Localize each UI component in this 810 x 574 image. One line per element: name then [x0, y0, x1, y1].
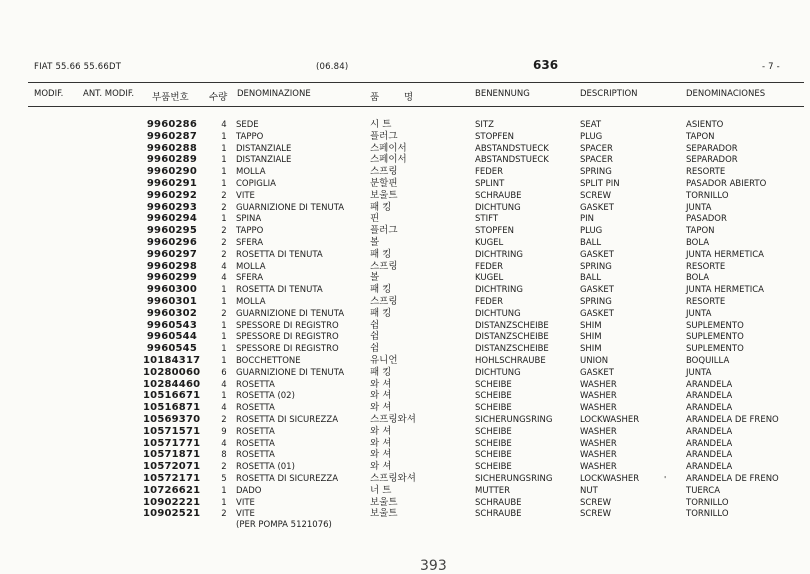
- quantity: 5: [221, 474, 227, 484]
- name-english: WASHER: [580, 450, 617, 461]
- name-korean: 핀: [370, 213, 380, 225]
- name-spanish: RESORTE: [686, 167, 726, 178]
- name-german: DICHTUNG: [475, 308, 521, 319]
- part-number: 10569370: [143, 414, 201, 425]
- name-korean: 와 셔: [370, 425, 392, 437]
- table-row: [0, 367, 810, 379]
- table-row: [0, 225, 810, 237]
- name-italian: DISTANZIALE: [236, 155, 292, 166]
- table-row: [0, 249, 810, 261]
- quantity: 2: [221, 415, 227, 425]
- table-row: [0, 296, 810, 308]
- model-title: FIAT 55.66 55.66DT: [34, 62, 122, 72]
- name-english: SHIM: [580, 332, 602, 343]
- table-row: [0, 343, 810, 355]
- name-italian: SPESSORE DI REGISTRO: [236, 344, 339, 355]
- name-english: SEAT: [580, 120, 602, 130]
- name-spanish: BOQUILLA: [686, 356, 730, 366]
- name-korean: 와 셔: [370, 461, 392, 473]
- name-korean: 와 셔: [370, 402, 392, 414]
- col-english: DESCRIPTION: [580, 89, 638, 99]
- name-italian: ROSETTA: [236, 379, 275, 390]
- quantity: 4: [221, 261, 227, 272]
- name-korean: 스페이서: [370, 154, 407, 166]
- margin-tick-mark: ': [664, 475, 667, 484]
- name-english: WASHER: [580, 462, 617, 473]
- quantity: 1: [221, 332, 227, 343]
- name-spanish: ARANDELA DE FRENO: [686, 415, 779, 425]
- name-german: SICHERUNGSRING: [475, 474, 553, 484]
- name-italian: DADO: [236, 485, 262, 496]
- quantity: 1: [221, 344, 227, 355]
- quantity: 2: [221, 308, 227, 319]
- edition-date: (06.84): [316, 62, 349, 72]
- part-number: 9960294: [146, 213, 197, 225]
- name-german: SCHRAUBE: [475, 509, 522, 520]
- table-row: [0, 284, 810, 296]
- name-german: SCHRAUBE: [475, 497, 522, 508]
- quantity: 2: [221, 462, 227, 473]
- part-number: 10280060: [143, 366, 201, 378]
- name-italian: SPINA: [236, 214, 262, 225]
- name-korean: 패 킹: [370, 307, 392, 319]
- name-english: BALL: [580, 238, 602, 248]
- name-italian: MOLLA: [236, 261, 266, 272]
- name-spanish: PASADOR ABIERTO: [686, 179, 767, 189]
- name-german: KUGEL: [475, 273, 504, 284]
- name-korean: 플러그: [370, 225, 398, 237]
- name-english: BALL: [580, 273, 602, 284]
- name-english: SPRING: [580, 297, 612, 307]
- name-german: SCHRAUBE: [475, 190, 522, 201]
- name-german: FEDER: [475, 167, 504, 178]
- quantity: 1: [221, 297, 227, 307]
- table-row: [0, 154, 810, 166]
- name-english: NUT: [580, 485, 598, 496]
- name-english: LOCKWASHER: [580, 415, 640, 425]
- name-spanish: ARANDELA: [686, 403, 733, 414]
- name-spanish: TAPON: [686, 131, 715, 142]
- table-row: [0, 485, 810, 497]
- name-italian: VITE: [236, 190, 255, 201]
- name-korean: 시 트: [370, 119, 392, 130]
- col-italian: DENOMINAZIONE: [237, 89, 311, 99]
- name-korean: 쉼: [370, 343, 380, 355]
- name-german: SCHEIBE: [475, 462, 512, 473]
- name-german: DISTANZSCHEIBE: [475, 320, 549, 331]
- name-german: SCHEIBE: [475, 403, 512, 414]
- name-italian: TAPPO: [236, 226, 264, 237]
- quantity: 4: [221, 273, 227, 284]
- table-row: [0, 320, 810, 332]
- name-english: SHIM: [580, 320, 602, 331]
- quantity: 4: [221, 120, 227, 130]
- name-korean: 와 셔: [370, 378, 392, 390]
- name-italian: DISTANZIALE: [236, 143, 292, 154]
- part-number: 10571871: [143, 449, 201, 461]
- name-italian: ROSETTA (02): [236, 391, 295, 402]
- name-german: ABSTANDSTUECK: [475, 143, 549, 154]
- name-italian: VITE: [236, 497, 255, 508]
- name-english: WASHER: [580, 438, 617, 449]
- part-number: 10571771: [143, 437, 201, 449]
- part-number: 9960298: [146, 260, 197, 272]
- col-quantity: 수량: [209, 92, 228, 103]
- name-english: UNION: [580, 356, 609, 366]
- name-italian: ROSETTA: [236, 403, 275, 414]
- name-italian: ROSETTA: [236, 438, 275, 449]
- name-spanish: BOLA: [686, 238, 710, 248]
- name-korean: 스프링와셔: [370, 473, 416, 484]
- part-number: 9960301: [146, 296, 197, 307]
- page-number: 636: [533, 58, 559, 72]
- table-row: [0, 414, 810, 426]
- name-spanish: SUPLEMENTO: [686, 320, 744, 331]
- name-spanish: SEPARADOR: [686, 155, 738, 166]
- table-row: [0, 449, 810, 461]
- name-english: SPACER: [580, 155, 613, 166]
- table-row: [0, 508, 810, 520]
- part-number: 9960544: [146, 331, 197, 343]
- part-number: 9960545: [146, 343, 197, 355]
- part-number: 9960286: [146, 119, 197, 130]
- name-english: GASKET: [580, 285, 614, 296]
- name-italian: VITE: [236, 509, 255, 520]
- table-row: [0, 131, 810, 143]
- name-korean: 보울트: [370, 508, 398, 520]
- name-spanish: JUNTA: [686, 367, 712, 378]
- name-english: PLUG: [580, 226, 603, 237]
- part-number: 10726621: [143, 484, 201, 496]
- name-spanish: ARANDELA: [686, 462, 733, 473]
- name-korean: 너 트: [370, 484, 392, 496]
- name-english: SPLIT PIN: [580, 179, 620, 189]
- name-english: SCREW: [580, 190, 612, 201]
- table-row: [0, 213, 810, 225]
- table-row: [0, 178, 810, 190]
- quantity: 4: [221, 403, 227, 414]
- quantity: 2: [221, 249, 227, 260]
- part-number: 9960302: [146, 307, 197, 319]
- name-italian: GUARNIZIONE DI TENUTA: [236, 308, 345, 319]
- name-korean: 와 셔: [370, 449, 392, 461]
- name-spanish: SUPLEMENTO: [686, 344, 744, 355]
- name-german: SICHERUNGSRING: [475, 415, 553, 425]
- part-number: 9960289: [146, 154, 197, 166]
- name-korean: 분할핀: [370, 178, 398, 189]
- name-italian: ROSETTA: [236, 450, 275, 461]
- name-italian: SPESSORE DI REGISTRO: [236, 320, 339, 331]
- quantity: 1: [221, 131, 227, 142]
- name-german: ABSTANDSTUECK: [475, 155, 549, 166]
- table-row: [0, 166, 810, 178]
- part-number: 9960300: [146, 284, 197, 296]
- name-spanish: RESORTE: [686, 297, 726, 307]
- name-korean: 쉼: [370, 331, 380, 343]
- name-italian: ROSETTA (01): [236, 462, 295, 473]
- name-italian: ROSETTA: [236, 426, 275, 437]
- part-number: 9960292: [146, 189, 197, 201]
- quantity: 1: [221, 167, 227, 178]
- name-korean: 플러그: [370, 130, 398, 142]
- name-spanish: ARANDELA DE FRENO: [686, 474, 779, 484]
- table-row: [0, 402, 810, 414]
- table-row: [0, 119, 810, 131]
- name-korean: 패 킹: [370, 366, 392, 378]
- name-german: SCHEIBE: [475, 379, 512, 390]
- name-spanish: ARANDELA: [686, 438, 733, 449]
- name-italian: ROSETTA DI TENUTA: [236, 285, 323, 296]
- name-english: SPACER: [580, 143, 613, 154]
- part-number: 10516671: [143, 390, 201, 402]
- column-headers: [0, 89, 810, 101]
- part-number: 10572071: [143, 461, 201, 473]
- name-english: GASKET: [580, 249, 614, 260]
- name-english: LOCKWASHER: [580, 474, 640, 484]
- name-korean: 스프링: [370, 166, 398, 178]
- part-number: 9960287: [146, 130, 197, 142]
- quantity: 8: [221, 450, 227, 461]
- name-german: DICHTUNG: [475, 367, 521, 378]
- table-row: [0, 272, 810, 284]
- quantity: 1: [221, 485, 227, 496]
- name-german: DICHTRING: [475, 249, 523, 260]
- part-number: 10902521: [143, 508, 201, 520]
- name-korean: 패 킹: [370, 248, 392, 260]
- name-german: DICHTUNG: [475, 202, 521, 213]
- name-korean: 패 킹: [370, 284, 392, 296]
- name-italian: GUARNIZIONE DI TENUTA: [236, 202, 345, 213]
- part-number: 10902221: [143, 496, 201, 508]
- name-korean: 쉼: [370, 319, 380, 331]
- part-number: 9960543: [146, 319, 197, 331]
- name-korean: 스프링: [370, 296, 398, 307]
- name-italian: ROSETTA DI SICUREZZA: [236, 474, 339, 484]
- name-german: FEDER: [475, 297, 504, 307]
- table-row: [0, 497, 810, 509]
- quantity: 2: [221, 190, 227, 201]
- name-spanish: TUERCA: [686, 485, 721, 496]
- name-spanish: SEPARADOR: [686, 143, 738, 154]
- name-german: SPLINT: [475, 179, 505, 189]
- name-english: SPRING: [580, 261, 612, 272]
- name-english: WASHER: [580, 403, 617, 414]
- quantity: 2: [221, 226, 227, 237]
- name-german: SCHEIBE: [475, 426, 512, 437]
- col-spanish: DENOMINACIONES: [686, 89, 766, 99]
- quantity: 1: [221, 285, 227, 296]
- name-italian: ROSETTA DI TENUTA: [236, 249, 323, 260]
- table-row: [0, 426, 810, 438]
- table-row: [0, 143, 810, 155]
- table-row: [0, 461, 810, 473]
- name-german: SCHEIBE: [475, 438, 512, 449]
- quantity: 1: [221, 155, 227, 166]
- name-korean: 와 셔: [370, 437, 392, 449]
- table-row: [0, 331, 810, 343]
- col-modif: MODIF.: [34, 89, 64, 99]
- col-ant-modif: ANT. MODIF.: [83, 89, 135, 99]
- table-row: [0, 355, 810, 367]
- name-korean: 볼: [370, 272, 380, 284]
- name-spanish: TAPON: [686, 226, 715, 237]
- quantity: 2: [221, 238, 227, 248]
- name-german: FEDER: [475, 261, 504, 272]
- part-number: 10571571: [143, 425, 201, 437]
- quantity: 4: [221, 379, 227, 390]
- name-korean: 스프링: [370, 260, 398, 272]
- name-italian: SEDE: [236, 120, 259, 130]
- quantity: 1: [221, 179, 227, 189]
- table-row: [0, 202, 810, 214]
- part-number: 9960296: [146, 237, 197, 248]
- name-german: DISTANZSCHEIBE: [475, 344, 549, 355]
- part-number: 10572171: [143, 473, 201, 484]
- name-german: SCHEIBE: [475, 450, 512, 461]
- part-number: 9960288: [146, 142, 197, 154]
- name-spanish: JUNTA: [686, 308, 712, 319]
- col-korean-1: 품: [370, 92, 380, 103]
- table-row: [0, 390, 810, 402]
- name-english: GASKET: [580, 202, 614, 213]
- name-english: GASKET: [580, 367, 614, 378]
- pump-note: (PER POMPA 5121076): [236, 520, 332, 530]
- name-spanish: JUNTA: [686, 202, 712, 213]
- table-row: [0, 473, 810, 485]
- name-spanish: TORNILLO: [686, 190, 729, 201]
- header-top-rule: [28, 82, 804, 83]
- name-korean: 볼: [370, 237, 380, 248]
- name-italian: SPESSORE DI REGISTRO: [236, 332, 339, 343]
- name-english: WASHER: [580, 379, 617, 390]
- name-italian: ROSETTA DI SICUREZZA: [236, 415, 339, 425]
- table-row: [0, 261, 810, 273]
- name-spanish: PASADOR: [686, 214, 727, 225]
- name-korean: 유니언: [370, 355, 398, 366]
- name-italian: MOLLA: [236, 167, 266, 178]
- name-german: SITZ: [475, 120, 494, 130]
- name-spanish: RESORTE: [686, 261, 726, 272]
- name-english: WASHER: [580, 426, 617, 437]
- name-german: DICHTRING: [475, 285, 523, 296]
- quantity: 2: [221, 202, 227, 213]
- quantity: 1: [221, 143, 227, 154]
- name-korean: 보울트: [370, 189, 398, 201]
- name-spanish: TORNILLO: [686, 509, 729, 520]
- name-korean: 스페이서: [370, 142, 407, 154]
- part-number: 9960293: [146, 201, 197, 213]
- name-spanish: ARANDELA: [686, 426, 733, 437]
- name-english: GASKET: [580, 308, 614, 319]
- name-english: PLUG: [580, 131, 603, 142]
- name-german: KUGEL: [475, 238, 504, 248]
- name-spanish: ARANDELA: [686, 379, 733, 390]
- quantity: 1: [221, 497, 227, 508]
- quantity: 1: [221, 320, 227, 331]
- header-bottom-rule: [28, 106, 804, 107]
- table-row: [0, 308, 810, 320]
- name-german: STOPFEN: [475, 131, 515, 142]
- name-italian: SFERA: [236, 273, 264, 284]
- part-number: 9960295: [146, 225, 197, 237]
- table-row: [0, 438, 810, 450]
- part-number: 10516871: [143, 402, 201, 414]
- name-german: MUTTER: [475, 485, 511, 496]
- name-korean: 스프링와셔: [370, 414, 416, 425]
- name-spanish: JUNTA HERMETICA: [686, 249, 764, 260]
- quantity: 2: [221, 509, 227, 520]
- part-number: 9960290: [146, 166, 197, 178]
- quantity: 1: [221, 356, 227, 366]
- name-german: DISTANZSCHEIBE: [475, 332, 549, 343]
- quantity: 1: [221, 391, 227, 402]
- name-spanish: JUNTA HERMETICA: [686, 285, 764, 296]
- name-korean: 패 킹: [370, 201, 392, 213]
- name-english: SCREW: [580, 497, 612, 508]
- name-german: HOHLSCHRAUBE: [475, 356, 546, 366]
- name-italian: MOLLA: [236, 297, 266, 307]
- name-korean: 와 셔: [370, 390, 392, 402]
- table-row: [0, 190, 810, 202]
- name-english: WASHER: [580, 391, 617, 402]
- name-german: STIFT: [475, 214, 499, 225]
- name-english: SHIM: [580, 344, 602, 355]
- col-part-number: 부품번호: [152, 92, 189, 103]
- name-english: PIN: [580, 214, 594, 225]
- part-number: 9960297: [146, 248, 197, 260]
- name-english: SPRING: [580, 167, 612, 178]
- table-row: [0, 379, 810, 391]
- quantity: 1: [221, 214, 227, 225]
- quantity: 9: [221, 426, 227, 437]
- name-spanish: ASIENTO: [686, 120, 724, 130]
- name-spanish: SUPLEMENTO: [686, 332, 744, 343]
- name-spanish: ARANDELA: [686, 450, 733, 461]
- name-italian: TAPPO: [236, 131, 264, 142]
- name-italian: SFERA: [236, 238, 264, 248]
- name-italian: COPIGLIA: [236, 179, 276, 189]
- part-number: 10284460: [143, 378, 201, 390]
- part-number: 9960299: [146, 272, 197, 284]
- col-german: BENENNUNG: [475, 89, 530, 99]
- name-spanish: BOLA: [686, 273, 710, 284]
- name-spanish: ARANDELA: [686, 391, 733, 402]
- section-number: - 7 -: [762, 62, 780, 72]
- name-italian: BOCCHETTONE: [236, 356, 301, 366]
- quantity: 6: [221, 367, 227, 378]
- quantity: 4: [221, 438, 227, 449]
- name-spanish: TORNILLO: [686, 497, 729, 508]
- col-korean-2: 명: [404, 92, 414, 103]
- name-german: SCHEIBE: [475, 391, 512, 402]
- part-number: 9960291: [146, 178, 197, 189]
- part-number: 10184317: [143, 355, 201, 366]
- name-german: STOPFEN: [475, 226, 515, 237]
- name-korean: 보울트: [370, 496, 398, 508]
- pencil-annotation: 393: [420, 558, 447, 574]
- name-italian: GUARNIZIONE DI TENUTA: [236, 367, 345, 378]
- name-english: SCREW: [580, 509, 612, 520]
- table-row: [0, 237, 810, 249]
